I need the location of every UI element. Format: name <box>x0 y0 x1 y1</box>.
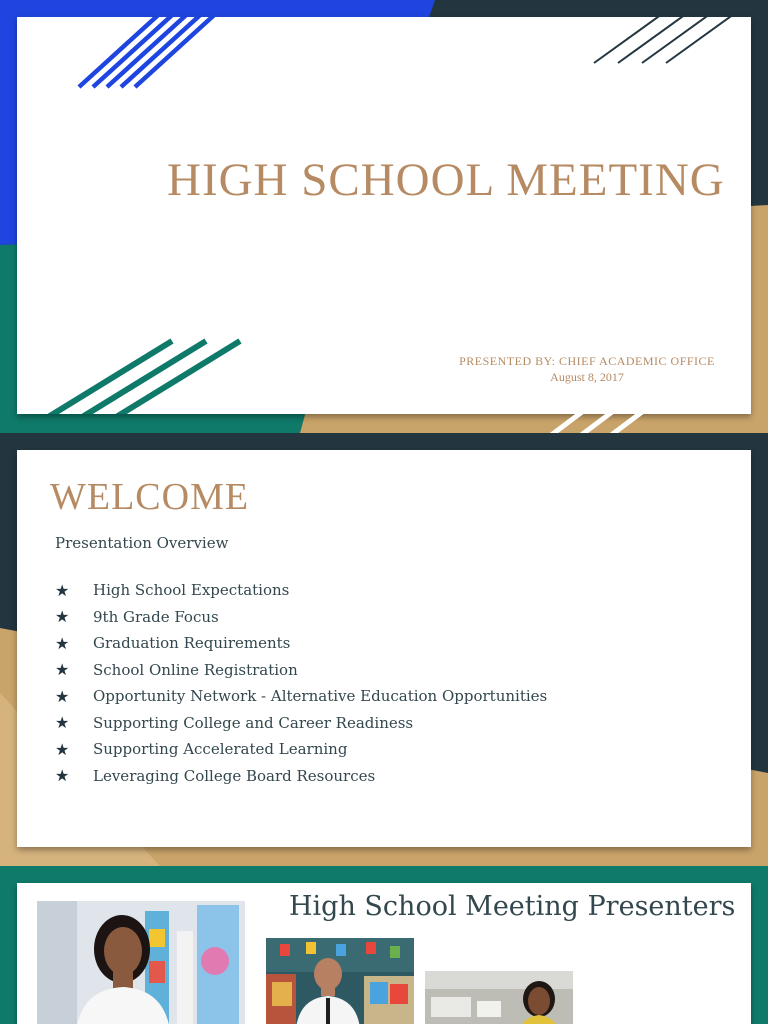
list-item: ★ Supporting College and Career Readiness <box>55 713 414 733</box>
presenters-slide <box>0 866 768 1024</box>
presentation-title: HIGH SCHOOL MEETING <box>167 154 725 206</box>
star-icon: ★ <box>55 633 70 653</box>
list-item: ★ Supporting Accelerated Learning <box>55 739 348 759</box>
list-item: ★ High School Expectations <box>55 580 290 600</box>
welcome-slide <box>0 433 768 866</box>
presentation-date: August 8, 2017 <box>550 370 624 384</box>
title-slide <box>0 0 768 433</box>
list-item: ★ School Online Registration <box>55 660 298 680</box>
presenter-photo-2 <box>266 938 414 1024</box>
list-item: ★ Opportunity Network - Alternative Education Opportunities <box>55 686 548 706</box>
star-icon: ★ <box>55 686 70 706</box>
presenters-heading: High School Meeting Presenters <box>289 891 736 922</box>
star-icon: ★ <box>55 607 70 627</box>
welcome-slide-card <box>17 450 751 847</box>
star-icon: ★ <box>55 766 70 786</box>
presenter-photo-1 <box>37 901 245 1024</box>
star-icon: ★ <box>55 580 70 600</box>
welcome-heading: WELCOME <box>50 476 250 518</box>
star-icon: ★ <box>55 660 70 680</box>
title-slide-card <box>17 17 751 414</box>
white-stripe-decoration <box>540 414 670 433</box>
overview-subtitle: Presentation Overview <box>55 534 229 552</box>
star-icon: ★ <box>55 713 70 733</box>
overview-list <box>55 577 547 789</box>
list-item: ★ Leveraging College Board Resources <box>55 766 376 786</box>
list-item: ★ Graduation Requirements <box>55 633 291 653</box>
presented-by-line: PRESENTED BY: CHIEF ACADEMIC OFFICE <box>459 354 715 368</box>
list-item: ★ 9th Grade Focus <box>55 607 219 627</box>
star-icon: ★ <box>55 739 70 759</box>
presenters-slide-card <box>17 883 751 1024</box>
presenter-photo-3 <box>425 971 573 1024</box>
